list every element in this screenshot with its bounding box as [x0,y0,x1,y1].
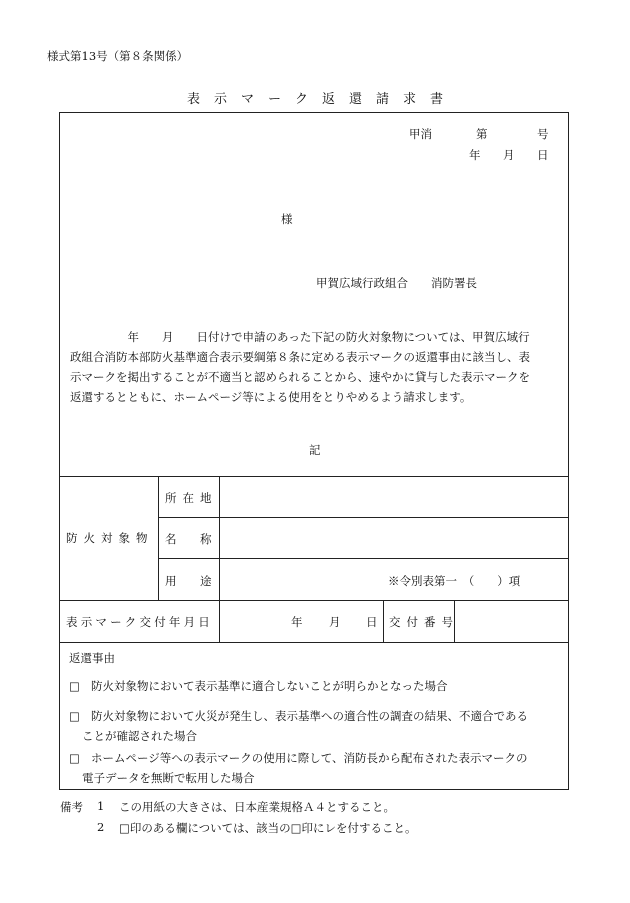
divider-object-col [158,476,159,600]
issue-date-month: 月 [329,615,341,629]
location-label: 所在地 [165,491,218,505]
note-text: □印のある欄については、該当の□印にレを付すること。 [119,821,417,835]
use-label: 用 途 [165,574,218,588]
note-number: 2 [97,820,105,834]
body-line: 返還するとともに、ホームページ等による使用をとりやめるよう請求します。 [70,390,472,404]
divider-label-col [219,476,220,642]
issue-number-label: 交付番号 [389,615,459,629]
issue-date-label: 表示マーク交付年月日 [66,615,213,629]
date-month: 月 [503,148,515,162]
reason-item [69,748,559,788]
reason-text: 防火対象物において火災が発生し、表示基準への適合性の調査の結果、不適合である [91,709,528,723]
reason-item [69,676,559,696]
divider-table-top [59,476,569,477]
addressee-sama: 様 [281,212,293,226]
ki-mark: 記 [309,443,321,457]
divider-issue [59,642,569,643]
doc-go: 号 [537,127,549,141]
reason-item [69,706,559,746]
reason-text: ホームページ等への表示マークの使用に際して、消防長から配布された表示マークの [91,751,528,765]
checkbox[interactable]: □ [69,751,80,765]
use-note: ※令別表第一 （ ）項 [388,574,521,588]
doc-dai: 第 [476,127,488,141]
note-text: この用紙の大きさは、日本産業規格Ａ４とすること。 [119,800,395,814]
body-line: 政組合消防本部防火基準適合表示要綱第８条に定める表示マークの返還事由に該当し、表 [70,350,530,364]
reasons-heading: 返還事由 [69,651,115,665]
issue-date-day: 日 [366,615,378,629]
form-number: 様式第13号（第８条関係） [47,49,189,63]
issue-date-year: 年 [291,615,303,629]
request-body [70,327,560,407]
checkbox[interactable]: □ [69,679,80,693]
divider-date-col [383,600,384,642]
doc-prefix: 甲消 [409,127,432,141]
divider-use [59,600,569,601]
page-title: 表示マーク返還請求書 [186,92,457,107]
note-number: 1 [97,799,105,813]
checkbox[interactable]: □ [69,709,80,723]
notes-label: 備考 [60,800,83,814]
date-year: 年 [469,148,481,162]
reason-text: 防火対象物において表示基準に適合しないことが明らかとなった場合 [91,679,448,693]
body-line: 示マークを掲出することが不適当と認められることから、速やかに貸与した表示マークを [70,370,530,384]
name-label: 名 称 [165,532,218,546]
object-label: 防火対象物 [66,531,154,545]
reason-text-cont: 電子データを無断で転用した場合 [82,771,255,785]
body-line: 年 月 日付けで申請のあった下記の防火対象物については、甲賀広域行 [70,330,530,344]
issuer: 甲賀広域行政組合 消防署長 [316,276,477,290]
reason-text-cont: ことが確認された場合 [82,729,197,743]
date-day: 日 [537,148,549,162]
